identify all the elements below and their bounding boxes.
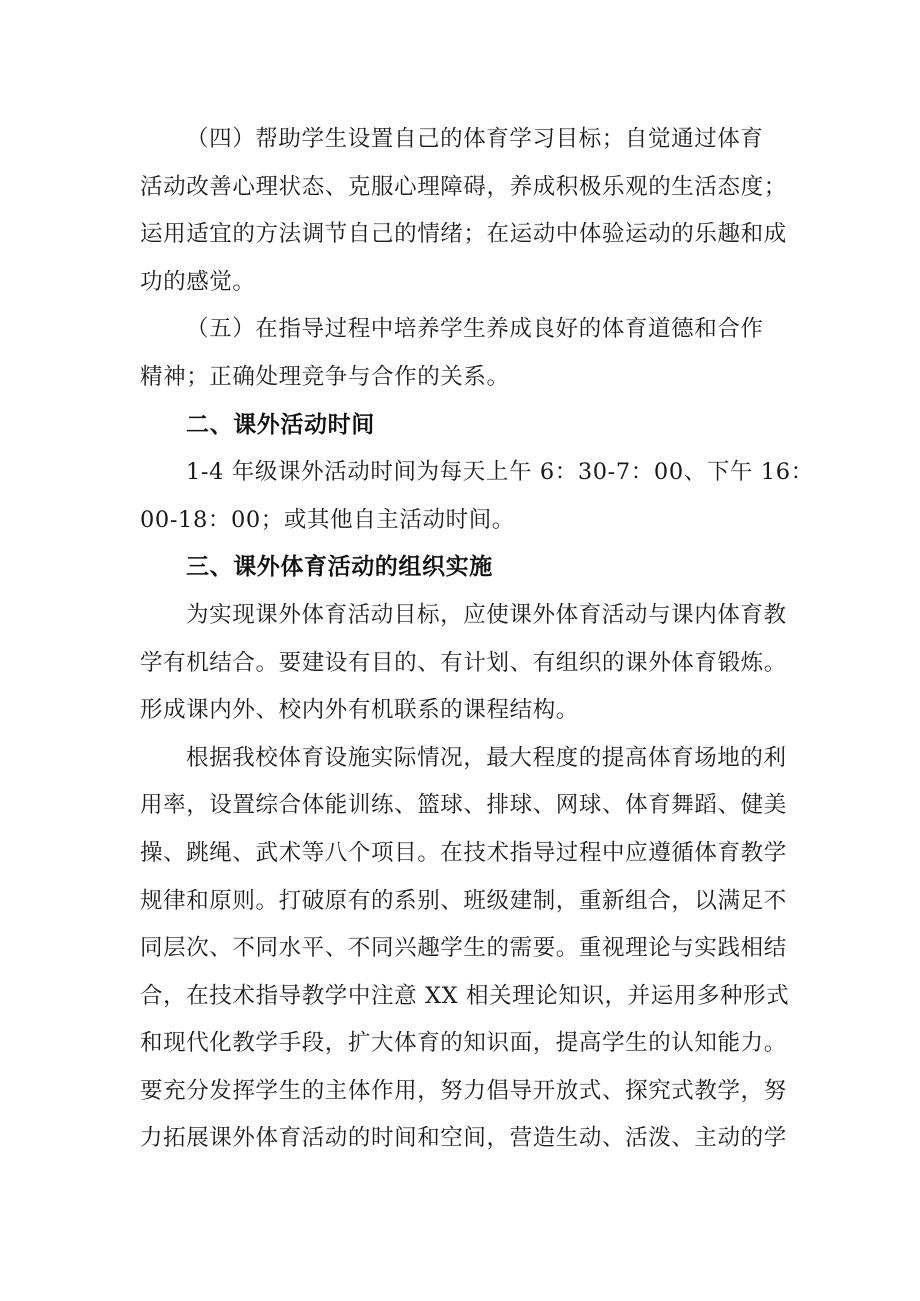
- paragraph-line: 用率，设置综合体能训练、篮球、排球、网球、体育舞蹈、健美: [140, 792, 787, 819]
- paragraph-line: 1-4 年级课外活动时间为每天上午 6：30-7：00、下午 16：: [186, 459, 814, 486]
- paragraph-line: 要充分发挥学生的主体作用，努力倡导开放式、探究式教学，努: [140, 1077, 787, 1104]
- paragraph-line: 形成课内外、校内外有机联系的课程结构。: [140, 697, 579, 724]
- paragraph-line: 00-18：00；或其他自主活动时间。: [140, 506, 515, 533]
- paragraph-line: 为实现课外体育活动目标，应使课外体育活动与课内体育教: [186, 601, 787, 628]
- paragraph-line: 根据我校体育设施实际情况，最大程度的提高体育场地的利: [186, 744, 787, 771]
- paragraph-line: （四）帮助学生设置自己的体育学习目标；自觉通过体育: [186, 126, 764, 152]
- paragraph-line: 学有机结合。要建设有目的、有计划、有组织的课外体育锻炼。: [140, 649, 787, 676]
- paragraph-line: 同层次、不同水平、不同兴趣学生的需要。重视理论与实践相结: [140, 935, 787, 962]
- paragraph-line: 合，在技术指导教学中注意 XX 相关理论知识，并运用多种形式: [140, 982, 790, 1009]
- paragraph-line: 操、跳绳、武术等八个项目。在技术指导过程中应遵循体育教学: [140, 839, 787, 866]
- paragraph-line: 功的感觉。: [140, 268, 256, 295]
- section-heading: 三、课外体育活动的组织实施: [186, 554, 493, 581]
- paragraph-line: 活动改善心理状态、克服心理障碍，养成积极乐观的生活态度；: [140, 173, 787, 200]
- paragraph-line: 力拓展课外体育活动的时间和空间，营造生动、活泼、主动的学: [140, 1125, 787, 1152]
- paragraph-line: 规律和原则。打破原有的系别、班级建制，重新组合，以满足不: [140, 887, 787, 914]
- paragraph-line: 和现代化教学手段，扩大体育的知识面，提高学生的认知能力。: [140, 1030, 787, 1057]
- paragraph-line: （五）在指导过程中培养学生养成良好的体育道德和合作: [186, 316, 764, 343]
- paragraph-line: 精神；正确处理竞争与合作的关系。: [140, 363, 510, 390]
- document-body: [140, 116, 814, 1163]
- section-heading: 二、课外活动时间: [186, 411, 375, 438]
- paragraph-line: 运用适宜的方法调节自己的情绪；在运动中体验运动的乐趣和成: [140, 221, 787, 248]
